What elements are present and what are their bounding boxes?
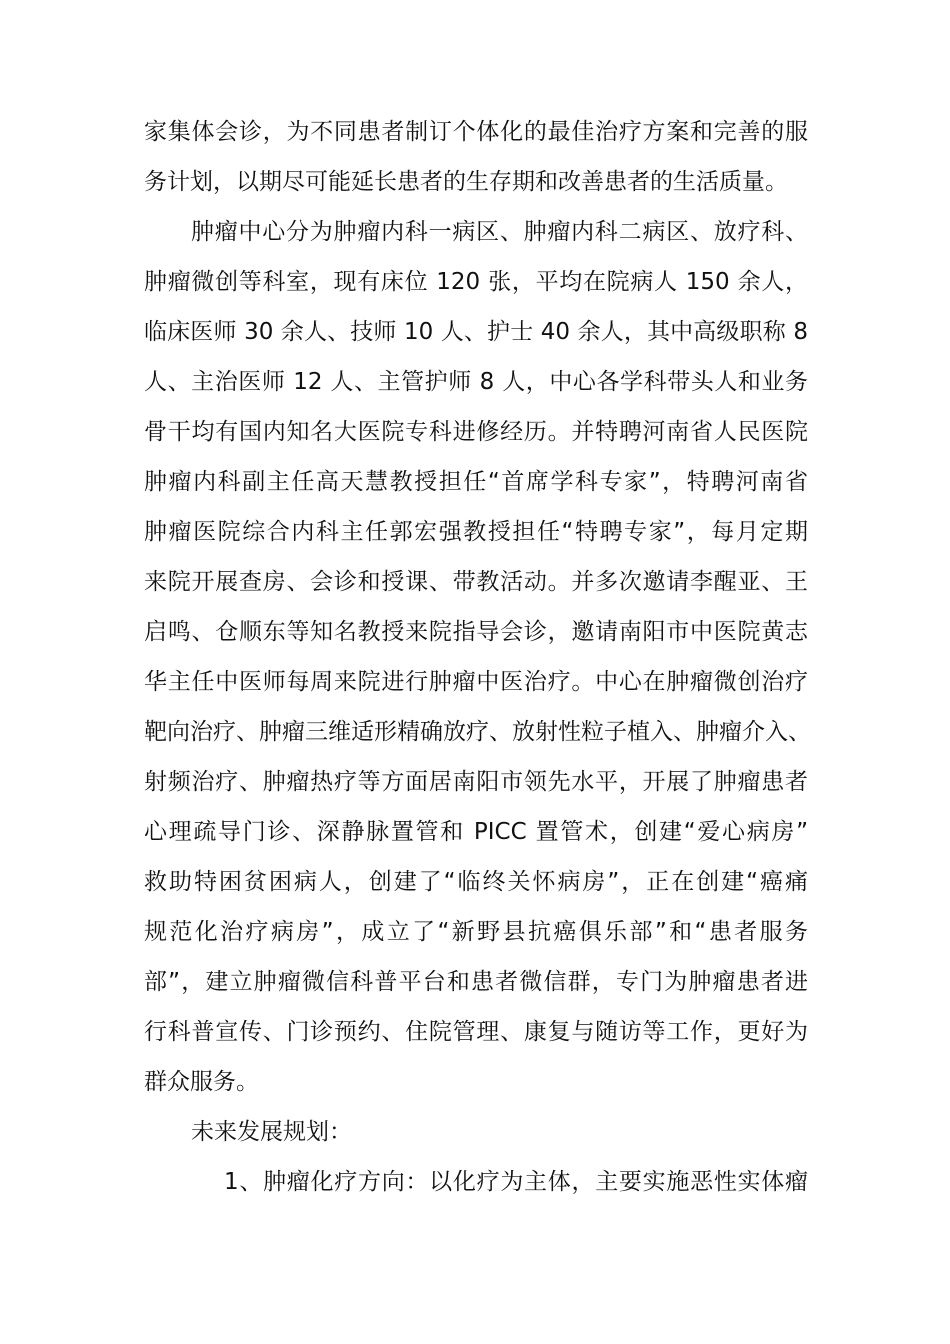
section-heading: 未来发展规划： [191,1119,352,1145]
text-line: 心理疏导门诊、深静脉置管和 PICC 置管术，创建“爱心病房” [144,819,808,845]
text-line: 来院开展查房、会诊和授课、带教活动。并多次邀请李醒亚、王 [144,569,808,595]
text-line: 人、主治医师 12 人、主管护师 8 人，中心各学科带头人和业务 [144,369,808,395]
text-line: 群众服务。 [144,1069,259,1095]
paragraph-first-line: 肿瘤中心分为肿瘤内科一病区、肿瘤内科二病区、放疗科、 [191,219,808,245]
text-line: 规范化治疗病房”，成立了“新野县抗癌俱乐部”和“患者服务 [144,919,808,945]
text-line: 骨干均有国内知名大医院专科进修经历。并特聘河南省人民医院 [144,419,808,445]
text-line: 华主任中医师每周来院进行肿瘤中医治疗。中心在肿瘤微创治疗 [144,669,808,695]
text-line: 务计划，以期尽可能延长患者的生存期和改善患者的生活质量。 [144,169,788,195]
text-line: 救助特困贫困病人，创建了“临终关怀病房”，正在创建“癌痛 [144,869,808,895]
text-line: 家集体会诊，为不同患者制订个体化的最佳治疗方案和完善的服 [144,119,808,145]
text-line: 肿瘤内科副主任高天慧教授担任“首席学科专家”，特聘河南省 [144,469,808,495]
text-line: 射频治疗、肿瘤热疗等方面居南阳市领先水平，开展了肿瘤患者 [144,769,808,795]
text-line: 启鸣、仓顺东等知名教授来院指导会诊，邀请南阳市中医院黄志 [144,619,808,645]
text-line: 靶向治疗、肿瘤三维适形精确放疗、放射性粒子植入、肿瘤介入、 [144,719,811,745]
text-line: 部”，建立肿瘤微信科普平台和患者微信群，专门为肿瘤患者进 [144,969,808,995]
text-line: 肿瘤微创等科室，现有床位 120 张，平均在院病人 150 余人， [144,269,808,295]
text-line: 临床医师 30 余人、技师 10 人、护士 40 余人，其中高级职称 8 [144,319,808,345]
text-line: 肿瘤医院综合内科主任郭宏强教授担任“特聘专家”，每月定期 [144,519,808,545]
list-item: 1、肿瘤化疗方向：以化疗为主体，主要实施恶性实体瘤 [224,1169,808,1195]
text-line: 行科普宣传、门诊预约、住院管理、康复与随访等工作，更好为 [144,1019,808,1045]
